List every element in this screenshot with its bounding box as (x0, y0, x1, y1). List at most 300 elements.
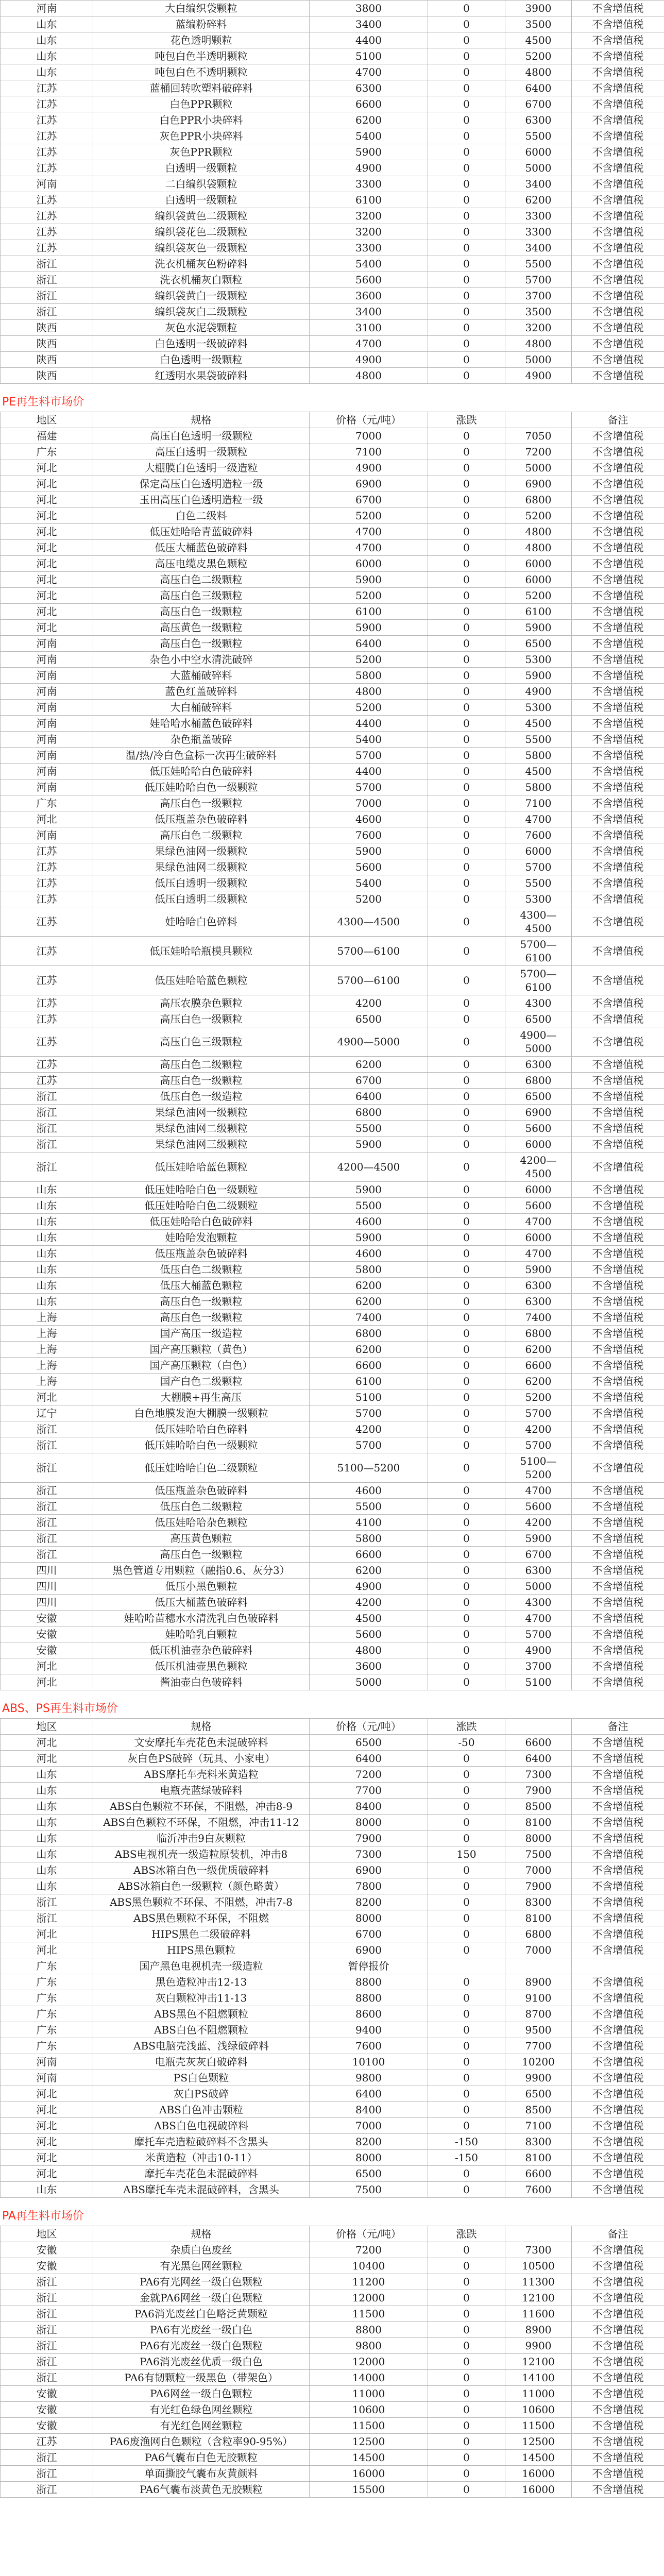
table-cell: 9500 (505, 2022, 572, 2038)
table-cell: 8000 (310, 1815, 428, 1831)
table-cell: 浙江 (1, 1453, 93, 1483)
table-row (1, 748, 664, 764)
column-header: 备注 (572, 1719, 664, 1735)
table-cell: 河北 (1, 540, 93, 556)
table-cell: 0 (428, 556, 505, 572)
table-cell: 6600 (505, 1358, 572, 1374)
table-cell: 150 (428, 1846, 505, 1862)
table-cell: 6500 (505, 1011, 572, 1027)
table-cell: 5200 (310, 652, 428, 668)
table-cell: 5700—6100 (310, 937, 428, 966)
table-cell: 4200 (310, 995, 428, 1011)
table-cell: 不含增值税 (572, 1326, 664, 1342)
table-cell: 5900 (310, 144, 428, 160)
table-cell: 0 (428, 2242, 505, 2258)
table-row (1, 604, 664, 620)
table-cell: 5800 (310, 1262, 428, 1278)
table-cell: 白色地膜发泡大棚膜一级颗粒 (93, 1405, 310, 1421)
table-cell: 4900 (310, 160, 428, 176)
table-cell: 不含增值税 (572, 2038, 664, 2054)
table-row (1, 2434, 664, 2450)
table-cell: 上海 (1, 1358, 93, 1374)
table-cell: 果绿色油网三级颗粒 (93, 1137, 310, 1153)
table-cell: 0 (428, 827, 505, 843)
table-cell: 8000 (505, 1831, 572, 1846)
column-header: 价格（元/吨） (310, 1719, 428, 1735)
table-cell: 灰白色PS破碎（玩具、小家电） (93, 1751, 310, 1767)
table-cell: 不含增值税 (572, 2450, 664, 2466)
table-row (1, 2242, 664, 2258)
table-cell: 6700 (505, 96, 572, 112)
table-cell: 0 (428, 1974, 505, 1990)
table-cell: 0 (428, 700, 505, 716)
table-cell: 四川 (1, 1579, 93, 1595)
table-cell: 不含增值税 (572, 1674, 664, 1690)
table-cell: 6000 (505, 144, 572, 160)
table-cell: 6800 (505, 1073, 572, 1089)
table-cell: 玉田高压白色透明造粒一级 (93, 492, 310, 508)
table-row (1, 2150, 664, 2166)
table-header-row (1, 1719, 664, 1735)
table-row (1, 1958, 664, 1974)
table-cell: 上海 (1, 1326, 93, 1342)
table-cell: 不含增值税 (572, 1831, 664, 1846)
table-cell: 5700 (310, 748, 428, 764)
table-cell: 高压白色一级颗粒 (93, 1073, 310, 1089)
table-cell: 0 (428, 444, 505, 460)
table-cell: 浙江 (1, 2290, 93, 2306)
table-cell: 低压娃哈哈白色一级颗粒 (93, 779, 310, 795)
table-cell: 0 (428, 2450, 505, 2466)
table-cell: 5500 (505, 256, 572, 272)
table-cell: 河北 (1, 2150, 93, 2166)
table-row (1, 224, 664, 240)
table-cell: 不含增值税 (572, 2338, 664, 2354)
table-row (1, 1073, 664, 1089)
table-row (1, 1611, 664, 1626)
table-cell: 山东 (1, 1182, 93, 1198)
table-cell: 0 (428, 620, 505, 636)
table-cell: 6400 (310, 636, 428, 652)
table-cell: 娃哈哈乳白颗粒 (93, 1626, 310, 1642)
table-cell: 编织袋黄白一级颗粒 (93, 288, 310, 304)
table-cell: 河南 (1, 748, 93, 764)
table-cell: 不含增值税 (572, 48, 664, 64)
table-cell: 3600 (310, 288, 428, 304)
table-cell: 不含增值税 (572, 304, 664, 320)
table-cell: 不含增值税 (572, 891, 664, 907)
table-cell: 文安摩托车壳花色未混破碎料 (93, 1735, 310, 1751)
table-cell: 8900 (505, 2322, 572, 2338)
table-cell: 0 (428, 1073, 505, 1089)
table-cell: 河北 (1, 1942, 93, 1958)
table-cell: 7300 (310, 1846, 428, 1862)
table-row (1, 668, 664, 684)
table-cell: 14500 (310, 2450, 428, 2466)
table-cell: 6400 (505, 80, 572, 96)
table-cell: 白透明一级颗粒 (93, 160, 310, 176)
table-cell: 江苏 (1, 240, 93, 256)
table-cell: 5500 (505, 875, 572, 891)
table-cell: 6200 (505, 192, 572, 208)
table-cell: 不含增值税 (572, 1294, 664, 1310)
table-cell: 不含增值税 (572, 684, 664, 700)
table-cell: 0 (428, 2274, 505, 2290)
table-cell: 不含增值税 (572, 2434, 664, 2450)
table-cell: 低压瓶盖杂色破碎料 (93, 811, 310, 827)
table-cell: 0 (428, 1405, 505, 1421)
table-cell: 安徽 (1, 2258, 93, 2274)
table-cell: 4700 (310, 540, 428, 556)
table-cell: 6200 (505, 1342, 572, 1358)
table-cell: HIPS黑色颗粒 (93, 1942, 310, 1958)
price-table (0, 1718, 664, 2198)
table-row (1, 2070, 664, 2086)
table-cell: 0 (428, 524, 505, 540)
table-cell (505, 1958, 572, 1974)
table-cell: 4900 (505, 1642, 572, 1658)
table-cell: 不含增值税 (572, 80, 664, 96)
table-cell: 单面撕胶气囊布灰黄颜料 (93, 2466, 310, 2482)
column-header: 地区 (1, 1719, 93, 1735)
table-cell: 4200 (505, 1515, 572, 1531)
table-row (1, 1214, 664, 1230)
table-cell: 不含增值税 (572, 288, 664, 304)
table-cell: 12000 (310, 2354, 428, 2370)
table-cell: 0 (428, 2322, 505, 2338)
table-cell: 低压娃哈哈蓝色颗粒 (93, 966, 310, 995)
table-cell: 5800 (310, 1531, 428, 1547)
table-cell: 5500 (310, 1121, 428, 1137)
table-cell: 11200 (310, 2274, 428, 2290)
table-cell: 4300 (505, 1595, 572, 1611)
table-cell: 不含增值税 (572, 795, 664, 811)
table-cell: 不含增值税 (572, 476, 664, 492)
table-cell: 国产黑色电视机壳一级造粒 (93, 1958, 310, 1974)
table-row (1, 636, 664, 652)
table-row (1, 1595, 664, 1611)
table-cell: 娃哈哈发泡颗粒 (93, 1230, 310, 1246)
table-row (1, 1483, 664, 1499)
table-cell: 6100 (310, 1374, 428, 1389)
table-cell: 3700 (505, 288, 572, 304)
table-cell: 3200 (505, 320, 572, 336)
section-title: PE再生料市场价 (2, 396, 84, 409)
table-cell: 不含增值税 (572, 588, 664, 604)
table-cell: 不含增值税 (572, 1878, 664, 1894)
table-cell: 有光黑色网丝颗粒 (93, 2258, 310, 2274)
table-cell: 7600 (505, 827, 572, 843)
table-cell: 不含增值税 (572, 748, 664, 764)
table-cell: 河北 (1, 2166, 93, 2182)
table-cell: 0 (428, 1547, 505, 1563)
table-cell: 低压瓶盖杂色破碎料 (93, 1483, 310, 1499)
table-cell: 0 (428, 2118, 505, 2134)
table-cell: 0 (428, 352, 505, 368)
table-cell: 大蓝桶破碎料 (93, 668, 310, 684)
table-cell: 浙江 (1, 1910, 93, 1926)
table-cell: 5900 (505, 1262, 572, 1278)
table-cell: PA6废渔网白色颗粒（含粒率90-95%） (93, 2434, 310, 2450)
table-cell: 6200 (310, 1342, 428, 1358)
table-row (1, 1182, 664, 1198)
table-cell: 山东 (1, 32, 93, 48)
table-cell: 低压白透明一级颗粒 (93, 875, 310, 891)
table-row (1, 700, 664, 716)
table-cell: 广东 (1, 2006, 93, 2022)
table-row (1, 1783, 664, 1799)
table-cell: 不含增值税 (572, 524, 664, 540)
table-cell: 3600 (310, 1658, 428, 1674)
table-cell: 山东 (1, 64, 93, 80)
table-cell: 4700 (310, 64, 428, 80)
table-cell: 不含增值税 (572, 1658, 664, 1674)
table-cell: 0 (428, 32, 505, 48)
table-cell: 14100 (505, 2370, 572, 2386)
table-row (1, 2166, 664, 2182)
table-cell: 河北 (1, 1674, 93, 1690)
table-cell: 不含增值税 (572, 240, 664, 256)
table-cell: 5700 (310, 1437, 428, 1453)
table-cell: 安徽 (1, 1626, 93, 1642)
table-cell: 7600 (505, 2182, 572, 2198)
table-row (1, 764, 664, 779)
table-cell: 8900 (505, 1974, 572, 1990)
table-cell: 5900 (505, 620, 572, 636)
table-cell: 0 (428, 843, 505, 859)
table-row (1, 176, 664, 192)
table-cell: 7600 (310, 827, 428, 843)
table-cell: 0 (428, 128, 505, 144)
table-cell: 山东 (1, 1767, 93, 1783)
table-cell: 0 (428, 1926, 505, 1942)
table-row (1, 795, 664, 811)
table-cell: 4800 (505, 524, 572, 540)
table-cell: 0 (428, 2070, 505, 2086)
table-cell: ABS电视机壳一级造粒原装机，冲击8 (93, 1846, 310, 1862)
table-row (1, 1894, 664, 1910)
table-cell: 5900 (505, 1531, 572, 1547)
table-cell: 灰色水泥袋颗粒 (93, 320, 310, 336)
table-row (1, 556, 664, 572)
table-cell: 10500 (505, 2258, 572, 2274)
table-cell: 6800 (310, 1326, 428, 1342)
table-cell: 不含增值税 (572, 1547, 664, 1563)
table-cell: 不含增值税 (572, 1531, 664, 1547)
table-cell: 陕西 (1, 352, 93, 368)
table-row (1, 2290, 664, 2306)
table-cell: 江苏 (1, 843, 93, 859)
table-cell: 3400 (310, 16, 428, 32)
table-cell: 江苏 (1, 80, 93, 96)
table-cell: 7100 (310, 444, 428, 460)
table-row (1, 1910, 664, 1926)
table-cell: 蓝桶回转吹塑料破碎料 (93, 80, 310, 96)
table-cell: 8500 (505, 1799, 572, 1815)
table-cell: 浙江 (1, 2370, 93, 2386)
table-cell: 0 (428, 1294, 505, 1310)
table-cell: 果绿色油网一级颗粒 (93, 1105, 310, 1121)
table-cell: 低压娃哈哈瓶模具颗粒 (93, 937, 310, 966)
table-cell: 0 (428, 428, 505, 444)
table-cell: 不含增值税 (572, 2166, 664, 2182)
table-cell: 不含增值税 (572, 1595, 664, 1611)
table-cell: 高压白色一级颗粒 (93, 1310, 310, 1326)
table-cell: 4300 (505, 995, 572, 1011)
table-cell: 12500 (310, 2434, 428, 2450)
table-cell: 6300 (505, 1278, 572, 1294)
table-cell: 0 (428, 1626, 505, 1642)
table-cell: 4700 (505, 1246, 572, 1262)
table-cell: 低压娃哈哈杂色颗粒 (93, 1515, 310, 1531)
table-cell: ABS白色颗粒不环保，不阻燃，冲击8-9 (93, 1799, 310, 1815)
table-cell: 0 (428, 1531, 505, 1547)
table-cell: 4200 (310, 1421, 428, 1437)
table-cell: 4400 (310, 32, 428, 48)
section-title: ABS、PS再生料市场价 (2, 1702, 118, 1715)
table-cell: 0 (428, 2022, 505, 2038)
table-cell: ABS冰箱白色一级颗粒（颜色略黄） (93, 1878, 310, 1894)
table-cell: 不含增值税 (572, 1611, 664, 1626)
table-cell: 7800 (310, 1878, 428, 1894)
table-cell: 7000 (310, 428, 428, 444)
table-cell: 6900 (505, 476, 572, 492)
table-cell: 娃哈哈白色碎料 (93, 907, 310, 937)
table-cell: 四川 (1, 1595, 93, 1611)
table-cell: 11500 (310, 2306, 428, 2322)
table-row (1, 304, 664, 320)
table-cell: 河北 (1, 508, 93, 524)
table-cell: 4300—4500 (505, 907, 572, 937)
table-cell: 浙江 (1, 1547, 93, 1563)
table-cell: 8300 (505, 2134, 572, 2150)
table-cell: 3200 (310, 224, 428, 240)
table-row (1, 256, 664, 272)
table-cell: 5600 (505, 1499, 572, 1515)
table-cell: 4600 (310, 1483, 428, 1499)
table-cell: 5900 (505, 668, 572, 684)
table-cell: 5700 (505, 1626, 572, 1642)
table-cell: 高压白色二级颗粒 (93, 572, 310, 588)
table-cell: 0 (428, 2258, 505, 2274)
table-cell: 高压白色三级颗粒 (93, 588, 310, 604)
table-cell: 0 (428, 1815, 505, 1831)
table-cell: 不含增值税 (572, 1894, 664, 1910)
table-cell: 不含增值税 (572, 2070, 664, 2086)
table-cell: 4900 (505, 684, 572, 700)
table-cell: PA6有光网丝一级白色颗粒 (93, 2274, 310, 2290)
table-cell: 不含增值税 (572, 96, 664, 112)
table-cell: 不含增值税 (572, 2354, 664, 2370)
table-row (1, 2182, 664, 2198)
table-cell: 6000 (505, 843, 572, 859)
table-cell: 5900 (310, 1137, 428, 1153)
table-cell: 不含增值税 (572, 700, 664, 716)
table-cell: 9800 (310, 2338, 428, 2354)
table-row (1, 859, 664, 875)
table-cell: 0 (428, 1483, 505, 1499)
table-cell: 6600 (310, 1547, 428, 1563)
table-cell: 4600 (310, 1246, 428, 1262)
table-row (1, 368, 664, 384)
table-cell: 河北 (1, 1751, 93, 1767)
table-cell: 0 (428, 2182, 505, 2198)
table-row (1, 1137, 664, 1153)
table-cell: 7300 (505, 1767, 572, 1783)
table-cell: 不含增值税 (572, 1799, 664, 1815)
table-row (1, 48, 664, 64)
table-cell: 10600 (505, 2402, 572, 2418)
table-cell: 6000 (505, 1182, 572, 1198)
table-cell: 10200 (505, 2054, 572, 2070)
table-cell: 浙江 (1, 2322, 93, 2338)
table-cell: 16000 (505, 2482, 572, 2498)
table-cell: 5700—6100 (310, 966, 428, 995)
table-cell: 0 (428, 764, 505, 779)
table-cell: 9400 (310, 2022, 428, 2038)
table-cell: 0 (428, 937, 505, 966)
table-cell: 河南 (1, 764, 93, 779)
table-row (1, 144, 664, 160)
table-cell: 陕西 (1, 336, 93, 352)
table-cell: 6400 (505, 1751, 572, 1767)
table-row (1, 1990, 664, 2006)
table-row (1, 907, 664, 937)
table-cell: 0 (428, 1137, 505, 1153)
table-cell: 不含增值税 (572, 192, 664, 208)
table-cell: ABS电脑壳浅蓝、浅绿破碎料 (93, 2038, 310, 2054)
table-cell: 6900 (310, 1862, 428, 1878)
table-cell: 7050 (505, 428, 572, 444)
table-cell: 河北 (1, 524, 93, 540)
table-cell: 3400 (505, 176, 572, 192)
table-row (1, 128, 664, 144)
table-cell: 7500 (505, 1846, 572, 1862)
table-row (1, 684, 664, 700)
table-row (1, 588, 664, 604)
table-cell: 浙江 (1, 1153, 93, 1182)
table-cell: 6400 (310, 1089, 428, 1105)
table-cell: 0 (428, 2086, 505, 2102)
table-cell: 摩托车壳花色未混破碎料 (93, 2166, 310, 2182)
table-cell: 不含增值税 (572, 2290, 664, 2306)
table-cell: 不含增值税 (572, 176, 664, 192)
table-cell: 15500 (310, 2482, 428, 2498)
table-cell: 0 (428, 907, 505, 937)
table-cell: 灰白PS破碎 (93, 2086, 310, 2102)
table-cell: 0 (428, 288, 505, 304)
table-row (1, 444, 664, 460)
table-cell: 浙江 (1, 2274, 93, 2290)
table-row (1, 2450, 664, 2466)
table-cell: 0 (428, 995, 505, 1011)
table-cell: 河北 (1, 1389, 93, 1405)
table-cell: 不含增值税 (572, 1437, 664, 1453)
table-cell: 国产白色二级颗粒 (93, 1374, 310, 1389)
table-row (1, 2102, 664, 2118)
table-cell: 5400 (310, 732, 428, 748)
table-cell: 白色PPR颗粒 (93, 96, 310, 112)
table-cell: 5100 (505, 1674, 572, 1690)
table-cell: 不含增值税 (572, 208, 664, 224)
table-cell: 0 (428, 716, 505, 732)
table-cell: 蓝色红盖破碎料 (93, 684, 310, 700)
table-cell: 6800 (505, 1926, 572, 1942)
table-cell: 河北 (1, 460, 93, 476)
table-cell: 0 (428, 2054, 505, 2070)
table-row (1, 524, 664, 540)
table-cell: 0 (428, 1515, 505, 1531)
